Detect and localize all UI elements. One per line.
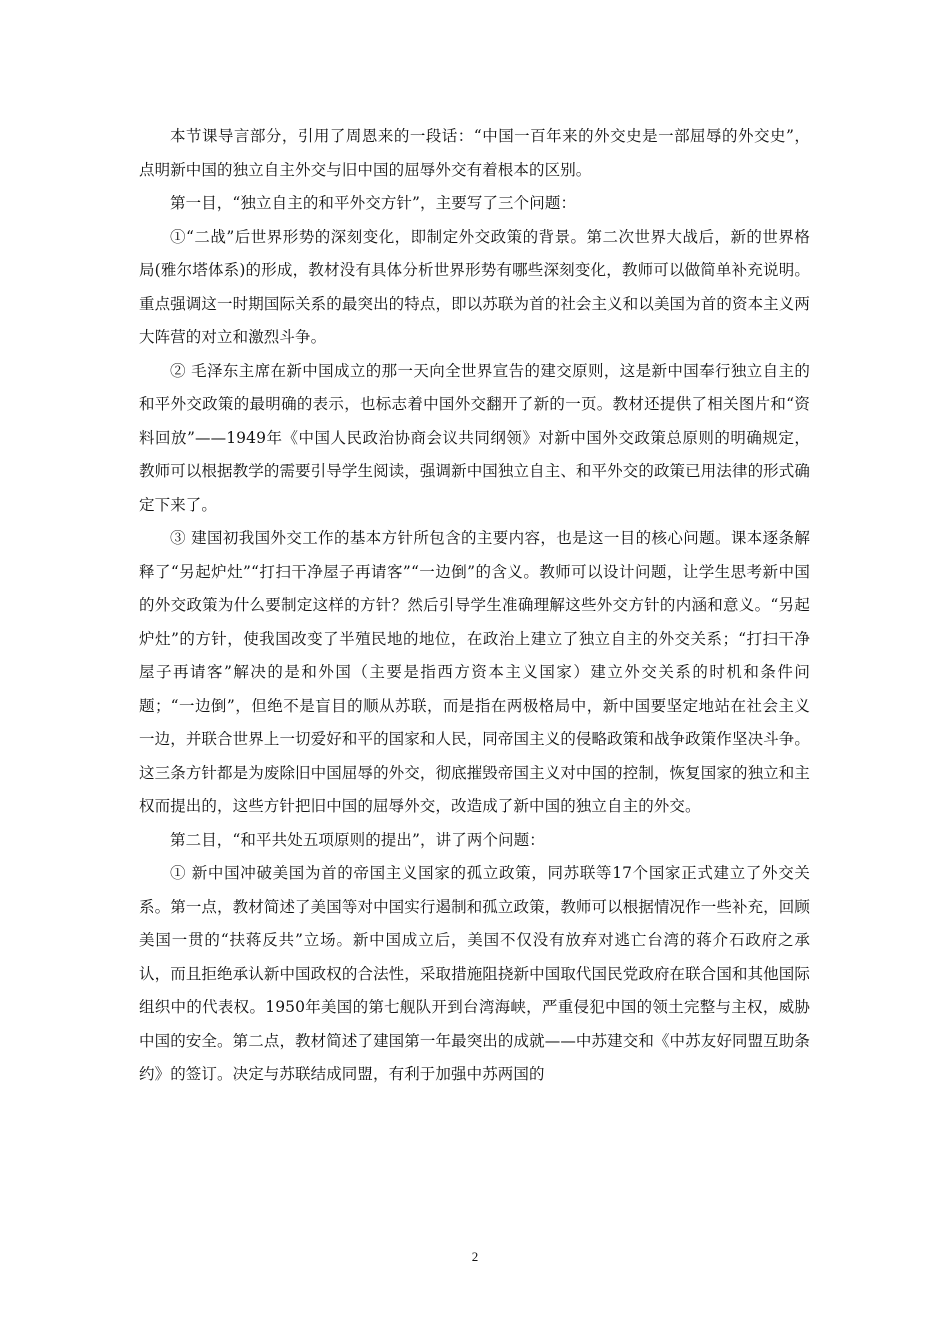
paragraph-point-3: ③ 建国初我国外交工作的基本方针所包含的主要内容，也是这一目的核心问题。课本逐条解释了“另起炉灶”“打扫干净屋子再请客”“一边倒”的含义。教师可以设计问题，让学生思考新中国的外交政策为什么要制定这样的方针？然后引导学生准确理解这些外交方针的内涵和意义。“另起炉灶”的方针，使我国改变了半殖民地的地位，在政治上建立了独立自主的外交关系；“打扫干净屋子再请客”解决的是和外国（主要是指西方资本主义国家）建立外交关系的时机和条件问题；“一边倒”，但绝不是盲目的顺从苏联，而是指在两极格局中，新中国要坚定地站在社会主义一边，并联合世界上一切爱好和平的国家和人民，同帝国主义的侵略政策和战争政策作坚决斗争。这三条方针都是为废除旧中国屈辱的外交，彻底摧毁帝国主义对中国的控制，恢复国家的独立和主权而提出的，这些方针把旧中国的屈辱外交，改造成了新中国的独立自主的外交。	[139, 529, 810, 815]
paragraph-section-two-heading: 第二目，“和平共处五项原则的提出”，讲了两个问题：	[170, 830, 545, 849]
page-number: 2	[471, 1249, 479, 1264]
paragraph-point-1: ①“二战”后世界形势的深刻变化，即制定外交政策的背景。第二次世界大战后，新的世界格局(雅尔塔体系)的形成，教材没有具体分析世界形势有哪些深刻变化，教师可以做简单补充说明。重点强调这一时期国际关系的最突出的特点，即以苏联为首的社会主义和以美国为首的资本主义两大阵营的对立和激烈斗争。	[139, 227, 810, 346]
paragraph-intro: 本节课导言部分，引用了周恩来的一段话：“中国一百年来的外交史是一部屈辱的外交史”，点明新中国的独立自主外交与旧中国的屈辱外交有着根本的区别。	[139, 127, 810, 179]
paragraph-section-one-heading: 第一目，“独立自主的和平外交方针”，主要写了三个问题：	[170, 194, 577, 212]
paragraph-section-two-point-1: ① 新中国冲破美国为首的帝国主义国家的孤立政策，同苏联等17个国家正式建立了外交关系。第一点，教材简述了美国等对中国实行遏制和孤立政策，教师可以根据情况作一些补充，回顾美国一贯的“扶蒋反共”立场。新中国成立后，美国不仅没有放弃对逃亡台湾的蒋介石政府之承认，而且拒绝承认新中国政权的合法性，采取措施阻挠新中国取代国民党政府在联合国和其他国际组织中的代表权。1950年美国的第七舰队开到台湾海峡，严重侵犯中国的领土完整与主权，威胁中国的安全。第二点，教材简述了建国第一年最突出的成就——中苏建交和《中苏友好同盟互助条约》的签订。决定与苏联结成同盟，有利于加强中苏两国的	[139, 864, 810, 1083]
document-body	[139, 120, 810, 1092]
paragraph-point-2: ② 毛泽东主席在新中国成立的那一天向全世界宣告的建交原则，这是新中国奉行独立自主的和平外交政策的最明确的表示，也标志着中国外交翻开了新的一页。教材还提供了相关图片和“资料回放”——1949年《中国人民政治协商会议共同纲领》对新中国外交政策总原则的明确规定，教师可以根据教学的需要引导学生阅读，强调新中国独立自主、和平外交的政策已用法律的形式确定下来了。	[139, 361, 810, 514]
